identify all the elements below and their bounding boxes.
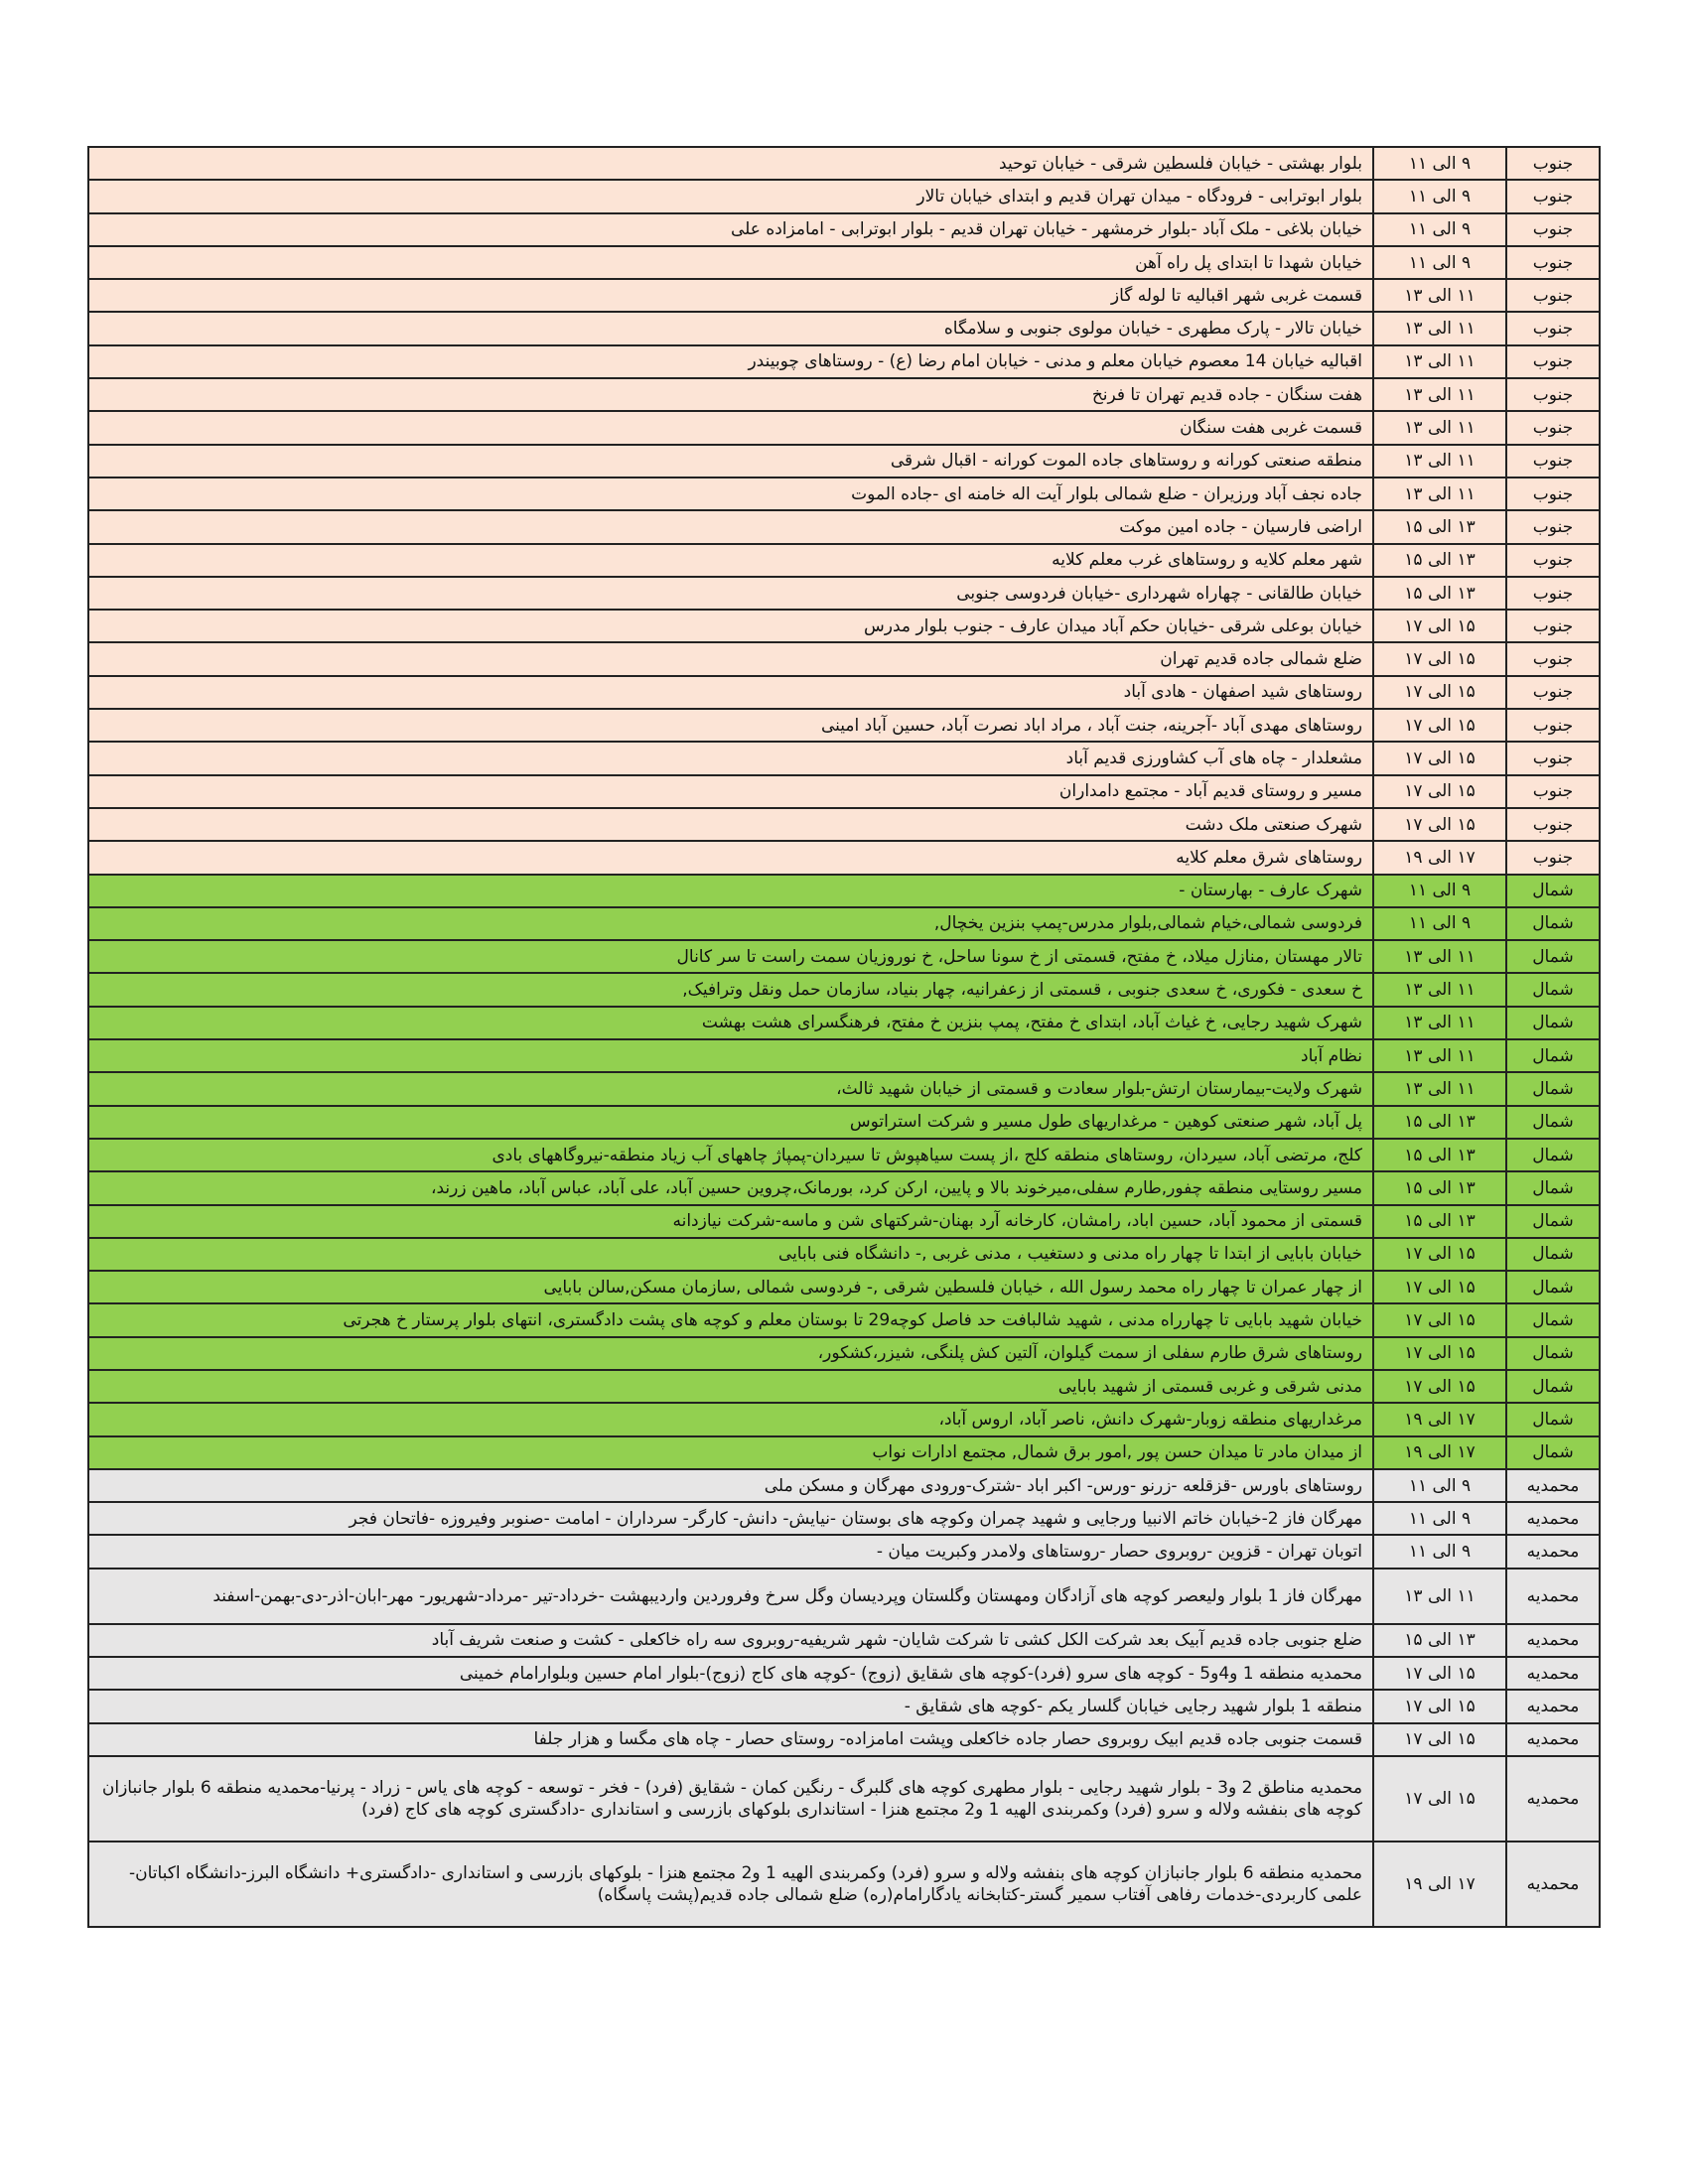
region-cell: شمال (1506, 1403, 1600, 1435)
outage-schedule-sheet (87, 146, 1601, 1928)
region-cell: شمال (1506, 1370, 1600, 1403)
table-row (88, 973, 1600, 1006)
area-description-cell: نظام آباد (88, 1039, 1373, 1072)
area-description-cell: خیابان بابایی از ابتدا تا چهار راه مدنی و دستغیب ، مدنی غربی ,- دانشگاه فنی بابایی (88, 1238, 1373, 1271)
time-range-cell: ۹ الی ۱۱ (1373, 180, 1506, 212)
area-description-cell: قسمتی از محمود آباد، حسین اباد، رامشان، کارخانه آرد بهنان-شرکتهای شن و ماسه-شرکت نیازدانه (88, 1205, 1373, 1238)
time-range-cell: ۹ الی ۱۱ (1373, 213, 1506, 246)
time-range-cell: ۱۵ الی ۱۷ (1373, 676, 1506, 709)
area-description-cell: بلوار ابوترابی - فرودگاه - میدان تهران قدیم و ابتدای خیابان تالار (88, 180, 1373, 212)
region-cell: محمدیه (1506, 1502, 1600, 1535)
region-cell: شمال (1506, 1205, 1600, 1238)
region-cell: جنوب (1506, 345, 1600, 378)
region-cell: جنوب (1506, 709, 1600, 742)
region-cell: شمال (1506, 1072, 1600, 1105)
table-row (88, 1337, 1600, 1370)
time-range-cell: ۱۱ الی ۱۳ (1373, 1072, 1506, 1105)
region-cell: جنوب (1506, 642, 1600, 675)
area-description-cell: مهرگان فاز 1 بلوار ولیعصر کوچه های آزادگان ومهستان وگلستان وپردیسان وگل سرخ وفروردین واردیبهشت -خرداد-تیر -مرداد-شهریور- مهر-ابان-اذر-دی-بهمن-اسفند (88, 1569, 1373, 1624)
time-range-cell: ۱۵ الی ۱۷ (1373, 610, 1506, 642)
table-row (88, 147, 1600, 180)
area-description-cell: خیابان شهید بابایی تا چهارراه مدنی ، شهید شالبافت حد فاصل کوچه29 تا بوستان معلم و کوچه های پشت دادگستری، انتهای بلوار پرستار خ هجرتی (88, 1303, 1373, 1336)
time-range-cell: ۱۵ الی ۱۷ (1373, 1657, 1506, 1690)
time-range-cell: ۱۵ الی ۱۷ (1373, 1723, 1506, 1756)
area-description-cell: بلوار بهشتی - خیابان فلسطین شرقی - خیابان توحید (88, 147, 1373, 180)
region-cell: شمال (1506, 907, 1600, 940)
region-cell: شمال (1506, 940, 1600, 973)
time-range-cell: ۱۵ الی ۱۷ (1373, 1370, 1506, 1403)
table-row (88, 577, 1600, 610)
area-description-cell: شهرک ولایت-بیمارستان ارتش-بلوار سعادت و قسمتی از خیابان شهید ثالث، (88, 1072, 1373, 1105)
region-cell: جنوب (1506, 312, 1600, 344)
area-description-cell: اقبالیه خیابان 14 معصوم خیابان معلم و مدنی - خیابان امام رضا (ع) - روستاهای چوبیندر (88, 345, 1373, 378)
region-cell: جنوب (1506, 676, 1600, 709)
region-cell: محمدیه (1506, 1842, 1600, 1927)
table-row (88, 1271, 1600, 1303)
area-description-cell: از چهار عمران تا چهار راه محمد رسول الله ، خیابان فلسطین شرقی ,- فردوسی شمالی ,سازمان مسکن,سالن بابایی (88, 1271, 1373, 1303)
region-cell: جنوب (1506, 246, 1600, 279)
table-row (88, 1171, 1600, 1204)
area-description-cell: قسمت غربی شهر اقبالیه تا لوله گاز (88, 279, 1373, 312)
area-description-cell: خ سعدی - فکوری، خ سعدی جنوبی ، قسمتی از زعفرانیه، چهار بنیاد، سازمان حمل ونقل وترافیک, (88, 973, 1373, 1006)
table-row (88, 1842, 1600, 1927)
area-description-cell: اراضی فارسیان - جاده امین موکت (88, 510, 1373, 543)
region-cell: شمال (1506, 973, 1600, 1006)
table-row (88, 411, 1600, 444)
time-range-cell: ۱۵ الی ۱۷ (1373, 742, 1506, 774)
time-range-cell: ۱۵ الی ۱۷ (1373, 808, 1506, 841)
area-description-cell: فردوسی شمالی،خیام شمالی,بلوار مدرس-پمپ بنزین یخچال, (88, 907, 1373, 940)
region-cell: جنوب (1506, 279, 1600, 312)
region-cell: شمال (1506, 875, 1600, 907)
area-description-cell: پل آباد، شهر صنعتی کوهین - مرغداریهای طول مسیر و شرکت استراتوس (88, 1106, 1373, 1139)
area-description-cell: روستاهای شرق معلم کلایه (88, 841, 1373, 874)
time-range-cell: ۱۵ الی ۱۷ (1373, 642, 1506, 675)
table-row (88, 1569, 1600, 1624)
area-description-cell: ضلع جنوبی جاده قدیم آبیک بعد شرکت الکل کشی تا شرکت شایان- شهر شریفیه-روبروی سه راه خاکعلی - کشت و صنعت شریف آباد (88, 1624, 1373, 1657)
table-row (88, 1624, 1600, 1657)
region-cell: جنوب (1506, 411, 1600, 444)
region-cell: شمال (1506, 1106, 1600, 1139)
table-row (88, 1535, 1600, 1568)
time-range-cell: ۱۱ الی ۱۳ (1373, 1569, 1506, 1624)
time-range-cell: ۱۳ الی ۱۵ (1373, 1106, 1506, 1139)
region-cell: جنوب (1506, 478, 1600, 510)
table-row (88, 279, 1600, 312)
region-cell: محمدیه (1506, 1624, 1600, 1657)
region-cell: جنوب (1506, 213, 1600, 246)
time-range-cell: ۱۷ الی ۱۹ (1373, 1842, 1506, 1927)
table-row (88, 445, 1600, 478)
table-row (88, 478, 1600, 510)
region-cell: جنوب (1506, 180, 1600, 212)
region-cell: جنوب (1506, 147, 1600, 180)
time-range-cell: ۱۳ الی ۱۵ (1373, 577, 1506, 610)
table-row (88, 1690, 1600, 1722)
time-range-cell: ۱۱ الی ۱۳ (1373, 445, 1506, 478)
time-range-cell: ۱۳ الی ۱۵ (1373, 1171, 1506, 1204)
region-cell: شمال (1506, 1171, 1600, 1204)
area-description-cell: روستاهای باورس -قزقلعه -زرنو -ورس- اکبر اباد -شترک-ورودی مهرگان و مسکن ملی (88, 1469, 1373, 1502)
time-range-cell: ۹ الی ۱۱ (1373, 1502, 1506, 1535)
table-row (88, 1370, 1600, 1403)
table-row (88, 775, 1600, 808)
area-description-cell: ضلع شمالی جاده قدیم تهران (88, 642, 1373, 675)
time-range-cell: ۱۱ الی ۱۳ (1373, 345, 1506, 378)
region-cell: جنوب (1506, 445, 1600, 478)
region-cell: شمال (1506, 1271, 1600, 1303)
area-description-cell: خیابان شهدا تا ابتدای پل راه آهن (88, 246, 1373, 279)
time-range-cell: ۱۱ الی ۱۳ (1373, 411, 1506, 444)
area-description-cell: خیابان بوعلی شرقی -خیابان حکم آباد میدان عارف - جنوب بلوار مدرس (88, 610, 1373, 642)
time-range-cell: ۱۱ الی ۱۳ (1373, 378, 1506, 411)
table-row (88, 676, 1600, 709)
area-description-cell: شهرک شهید رجایی، خ غیاث آباد، ابتدای خ مفتح، پمپ بنزین خ مفتح، فرهنگسرای هشت بهشت (88, 1007, 1373, 1039)
table-row (88, 1469, 1600, 1502)
region-cell: شمال (1506, 1436, 1600, 1469)
table-row (88, 610, 1600, 642)
table-row (88, 544, 1600, 577)
time-range-cell: ۱۵ الی ۱۷ (1373, 1238, 1506, 1271)
time-range-cell: ۱۳ الی ۱۵ (1373, 1624, 1506, 1657)
table-row (88, 1502, 1600, 1535)
time-range-cell: ۱۱ الی ۱۳ (1373, 1039, 1506, 1072)
table-row (88, 345, 1600, 378)
outage-schedule-table (87, 146, 1601, 1928)
time-range-cell: ۹ الی ۱۱ (1373, 1469, 1506, 1502)
area-description-cell: مسیر روستایی منطقه چفور,طارم سفلی،میرخوند بالا و پایین، ارکن کرد، بورمانک،چروین حسین آباد، علی آباد، عباس آباد، ماهین زرند، (88, 1171, 1373, 1204)
region-cell: جنوب (1506, 808, 1600, 841)
table-row (88, 1007, 1600, 1039)
region-cell: جنوب (1506, 378, 1600, 411)
region-cell: جنوب (1506, 775, 1600, 808)
table-row (88, 841, 1600, 874)
time-range-cell: ۱۷ الی ۱۹ (1373, 1436, 1506, 1469)
area-description-cell: مدنی شرقی و غربی قسمتی از شهید بابایی (88, 1370, 1373, 1403)
region-cell: شمال (1506, 1007, 1600, 1039)
table-row (88, 1139, 1600, 1171)
time-range-cell: ۹ الی ۱۱ (1373, 147, 1506, 180)
region-cell: محمدیه (1506, 1756, 1600, 1842)
time-range-cell: ۱۳ الی ۱۵ (1373, 1139, 1506, 1171)
region-cell: محمدیه (1506, 1569, 1600, 1624)
area-description-cell: محمدیه منطقه 1 و4و5 - کوچه های سرو (فرد)-کوچه های شقایق (زوج) -کوچه های کاج (زوج)-بلوار امام حسین وبلوارامام خمینی (88, 1657, 1373, 1690)
time-range-cell: ۱۵ الی ۱۷ (1373, 1690, 1506, 1722)
time-range-cell: ۹ الی ۱۱ (1373, 246, 1506, 279)
table-row (88, 1106, 1600, 1139)
area-description-cell: مسیر و روستای قدیم آباد - مجتمع دامداران (88, 775, 1373, 808)
region-cell: شمال (1506, 1303, 1600, 1336)
time-range-cell: ۹ الی ۱۱ (1373, 907, 1506, 940)
table-row (88, 1039, 1600, 1072)
region-cell: جنوب (1506, 610, 1600, 642)
region-cell: جنوب (1506, 577, 1600, 610)
area-description-cell: اتوبان تهران - قزوین -روبروی حصار -روستاهای ولامدر وکبریت میان - (88, 1535, 1373, 1568)
area-description-cell: مشعلدار - چاه های آب کشاورزی قدیم آباد (88, 742, 1373, 774)
schedule-rows (88, 147, 1600, 1927)
time-range-cell: ۱۷ الی ۱۹ (1373, 1403, 1506, 1435)
area-description-cell: محمدیه منطقه 6 بلوار جانبازان کوچه های بنفشه ولاله و سرو (فرد) وکمربندی الهیه 1 و2 مجتمع هنزا - بلوکهای بازرسی و استانداری -دادگستری+ دانشگاه البرز-دانشگاه اکباتان-علمی کاربردی-خدمات رفاهی آفتاب سمیر گستر-کتابخانه یادگارامام(ره) ضلع شمالی جاده قدیم(پشت پاسگاه) (88, 1842, 1373, 1927)
area-description-cell: منطقه 1 بلوار شهید رجایی خیابان گلسار یکم -کوچه های شقایق - (88, 1690, 1373, 1722)
table-row (88, 1303, 1600, 1336)
table-row (88, 312, 1600, 344)
region-cell: محمدیه (1506, 1535, 1600, 1568)
area-description-cell: از میدان مادر تا میدان حسن پور ,امور برق شمال, مجتمع ادارات نواب (88, 1436, 1373, 1469)
area-description-cell: مهرگان فاز 2-خیابان خاتم الانبیا ورجایی و شهید چمران وکوچه های بوستان -نیایش- دانش- کارگر- سرداران - امامت -صنوبر وفیروزه -فاتحان فجر (88, 1502, 1373, 1535)
table-row (88, 1238, 1600, 1271)
table-row (88, 1756, 1600, 1842)
area-description-cell: روستاهای مهدی آباد -آجرینه، جنت آباد ، مراد اباد نصرت آباد، حسین آباد امینی (88, 709, 1373, 742)
time-range-cell: ۱۵ الی ۱۷ (1373, 775, 1506, 808)
table-row (88, 510, 1600, 543)
time-range-cell: ۹ الی ۱۱ (1373, 875, 1506, 907)
area-description-cell: خیابان تالار - پارک مطهری - خیابان مولوی جنوبی و سلامگاه (88, 312, 1373, 344)
time-range-cell: ۱۱ الی ۱۳ (1373, 478, 1506, 510)
time-range-cell: ۱۷ الی ۱۹ (1373, 841, 1506, 874)
area-description-cell: شهرک صنعتی ملک دشت (88, 808, 1373, 841)
table-row (88, 875, 1600, 907)
time-range-cell: ۹ الی ۱۱ (1373, 1535, 1506, 1568)
region-cell: محمدیه (1506, 1469, 1600, 1502)
region-cell: جنوب (1506, 841, 1600, 874)
region-cell: محمدیه (1506, 1657, 1600, 1690)
table-row (88, 246, 1600, 279)
table-row (88, 378, 1600, 411)
region-cell: محمدیه (1506, 1723, 1600, 1756)
table-row (88, 709, 1600, 742)
area-description-cell: محمدیه مناطق 2 و3 - بلوار شهید رجایی - بلوار مطهری کوچه های گلبرگ - رنگین کمان - شقایق (فرد) - فخر - توسعه - کوچه های یاس - زراد - پرنیا-محمدیه منطقه 6 بلوار جانبازان کوچه های بنفشه ولاله و سرو (فرد) وکمربندی الهیه 1 و2 مجتمع هنزا - استانداری بلوکهای بازرسی و استانداری -دادگستری کوچه های کاج (فرد) (88, 1756, 1373, 1842)
table-row (88, 642, 1600, 675)
area-description-cell: تالار مهستان ,منازل میلاد، خ مفتح، قسمتی از خ سونا ساحل، خ نوروزیان سمت راست تا سر کانال (88, 940, 1373, 973)
region-cell: شمال (1506, 1238, 1600, 1271)
table-row (88, 213, 1600, 246)
time-range-cell: ۱۳ الی ۱۵ (1373, 510, 1506, 543)
table-row (88, 808, 1600, 841)
region-cell: جنوب (1506, 510, 1600, 543)
region-cell: محمدیه (1506, 1690, 1600, 1722)
area-description-cell: روستاهای شید اصفهان - هادی آباد (88, 676, 1373, 709)
table-row (88, 940, 1600, 973)
area-description-cell: مرغداریهای منطقه زوبار-شهرک دانش، ناصر آباد، اروس آباد، (88, 1403, 1373, 1435)
table-row (88, 1205, 1600, 1238)
area-description-cell: قسمت غربی هفت سنگان (88, 411, 1373, 444)
table-row (88, 1436, 1600, 1469)
area-description-cell: خیابان بلاغی - ملک آباد -بلوار خرمشهر - خیابان تهران قدیم - بلوار ابوترابی - امامزاده علی (88, 213, 1373, 246)
time-range-cell: ۱۵ الی ۱۷ (1373, 1271, 1506, 1303)
table-row (88, 907, 1600, 940)
time-range-cell: ۱۳ الی ۱۵ (1373, 1205, 1506, 1238)
time-range-cell: ۱۱ الی ۱۳ (1373, 312, 1506, 344)
region-cell: شمال (1506, 1139, 1600, 1171)
table-row (88, 1403, 1600, 1435)
area-description-cell: قسمت جنوبی جاده قدیم ابیک روبروی حصار جاده خاکعلی وپشت امامزاده- روستای حصار - چاه های مگسا و هزار جلفا (88, 1723, 1373, 1756)
area-description-cell: منطقه صنعتی کورانه و روستاهای جاده الموت کورانه - اقبال شرقی (88, 445, 1373, 478)
time-range-cell: ۱۵ الی ۱۷ (1373, 709, 1506, 742)
area-description-cell: کلج، مرتضی آباد، سیردان، روستاهای منطقه کلج ،از پست سیاهپوش تا سیردان-پمپاژ چاههای آب زیاد منطقه-نیروگاههای بادی (88, 1139, 1373, 1171)
table-row (88, 1657, 1600, 1690)
time-range-cell: ۱۵ الی ۱۷ (1373, 1756, 1506, 1842)
time-range-cell: ۱۱ الی ۱۳ (1373, 973, 1506, 1006)
time-range-cell: ۱۵ الی ۱۷ (1373, 1337, 1506, 1370)
table-row (88, 742, 1600, 774)
area-description-cell: خیابان طالقانی - چهاراه شهرداری -خیابان فردوسی جنوبی (88, 577, 1373, 610)
area-description-cell: شهرک عارف - بهارستان - (88, 875, 1373, 907)
area-description-cell: شهر معلم کلایه و روستاهای غرب معلم کلایه (88, 544, 1373, 577)
area-description-cell: هفت سنگان - جاده قدیم تهران تا فرنخ (88, 378, 1373, 411)
region-cell: جنوب (1506, 544, 1600, 577)
area-description-cell: روستاهای شرق طارم سفلی از سمت گیلوان، آلتین کش پلنگی، شیزر،کشکور، (88, 1337, 1373, 1370)
table-row (88, 180, 1600, 212)
region-cell: شمال (1506, 1039, 1600, 1072)
region-cell: جنوب (1506, 742, 1600, 774)
time-range-cell: ۱۵ الی ۱۷ (1373, 1303, 1506, 1336)
area-description-cell: جاده نجف آباد ورزیران - ضلع شمالی بلوار آیت اله خامنه ای -جاده الموت (88, 478, 1373, 510)
time-range-cell: ۱۳ الی ۱۵ (1373, 544, 1506, 577)
table-row (88, 1723, 1600, 1756)
table-row (88, 1072, 1600, 1105)
time-range-cell: ۱۱ الی ۱۳ (1373, 279, 1506, 312)
time-range-cell: ۱۱ الی ۱۳ (1373, 1007, 1506, 1039)
time-range-cell: ۱۱ الی ۱۳ (1373, 940, 1506, 973)
region-cell: شمال (1506, 1337, 1600, 1370)
